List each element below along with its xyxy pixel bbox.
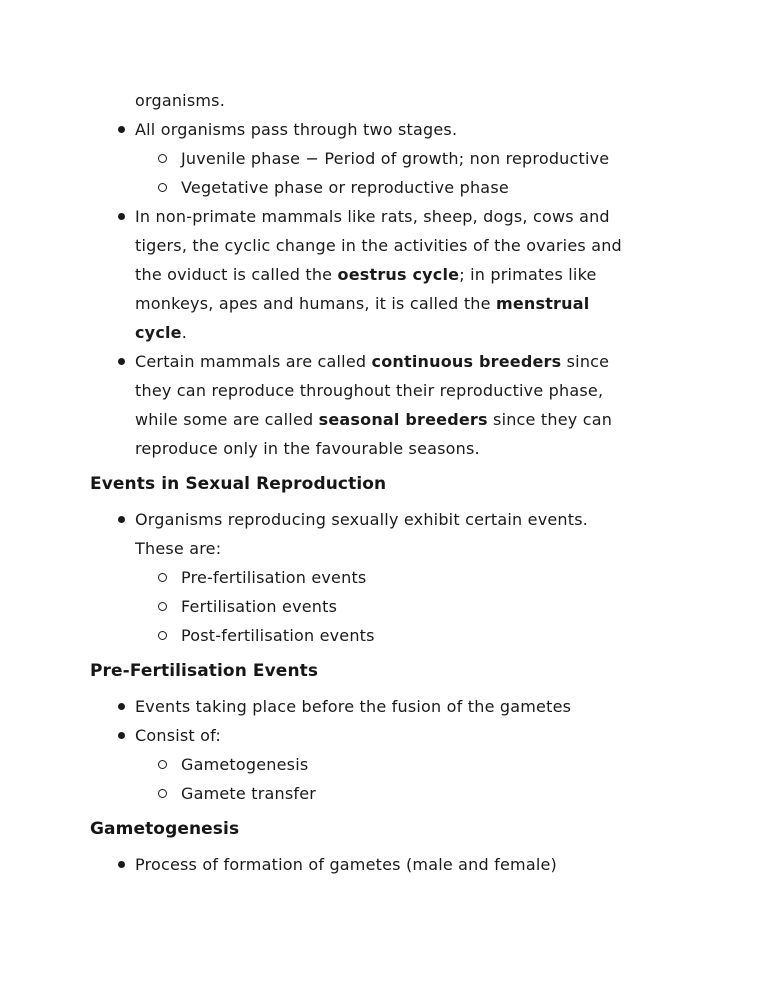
bullet-disc-icon xyxy=(118,732,125,739)
text-segment: they can reproduce throughout their reproductive phase, xyxy=(135,381,604,400)
text-segment: Process of formation of gametes (male and female) xyxy=(135,855,557,874)
list-item xyxy=(90,115,710,144)
text-line xyxy=(90,260,710,289)
bullet-disc-icon xyxy=(118,861,125,868)
text-line xyxy=(90,231,710,260)
list-item xyxy=(90,173,710,202)
text-segment: These are: xyxy=(135,539,222,558)
text-segment: since they can xyxy=(487,410,613,429)
list-item xyxy=(90,202,710,231)
text-line xyxy=(90,534,710,563)
text-line xyxy=(90,405,710,434)
bullet-circle-icon xyxy=(158,602,167,611)
text-segment: Events taking place before the fusion of the gametes xyxy=(135,697,572,716)
bullet-disc-icon xyxy=(118,213,125,220)
list-item xyxy=(90,592,710,621)
section-heading xyxy=(90,471,710,497)
text-segment: tigers, the cyclic change in the activities of the ovaries and xyxy=(135,236,622,255)
section-heading xyxy=(90,816,710,842)
bullet-disc-icon xyxy=(118,703,125,710)
text-segment: Pre-fertilisation events xyxy=(181,568,367,587)
text-segment: seasonal breeders xyxy=(318,410,488,429)
list-item xyxy=(90,347,710,376)
text-segment: All organisms pass through two stages. xyxy=(135,120,458,139)
text-segment: reproduce only in the favourable seasons. xyxy=(135,439,480,458)
bullet-circle-icon xyxy=(158,631,167,640)
text-segment: Vegetative phase or reproductive phase xyxy=(181,178,509,197)
text-line xyxy=(90,86,710,115)
text-segment: . xyxy=(181,323,188,342)
text-segment: cycle xyxy=(135,323,182,342)
list-item xyxy=(90,144,710,173)
text-segment: the oviduct is called the xyxy=(135,265,338,284)
text-segment: Pre-Fertilisation Events xyxy=(90,661,319,681)
list-item xyxy=(90,692,710,721)
list-item xyxy=(90,779,710,808)
text-segment: Gametogenesis xyxy=(181,755,309,774)
text-segment: oestrus cycle xyxy=(337,265,460,284)
text-segment: continuous breeders xyxy=(371,352,562,371)
text-segment: monkeys, apes and humans, it is called the xyxy=(135,294,496,313)
bullet-circle-icon xyxy=(158,789,167,798)
list-item xyxy=(90,721,710,750)
text-segment: menstrual xyxy=(495,294,590,313)
list-item xyxy=(90,750,710,779)
text-segment: Consist of: xyxy=(135,726,222,745)
list-item xyxy=(90,563,710,592)
bullet-disc-icon xyxy=(118,516,125,523)
list-item xyxy=(90,505,710,534)
text-segment: Juvenile phase − Period of growth; non reproductive xyxy=(181,149,610,168)
text-segment: Certain mammals are called xyxy=(135,352,372,371)
bullet-circle-icon xyxy=(158,573,167,582)
text-segment: Post-fertilisation events xyxy=(181,626,375,645)
text-segment: organisms. xyxy=(135,91,225,110)
text-line xyxy=(90,318,710,347)
bullet-circle-icon xyxy=(158,154,167,163)
text-line xyxy=(90,289,710,318)
text-segment: In non-primate mammals like rats, sheep, dogs, cows and xyxy=(135,207,610,226)
section-heading xyxy=(90,658,710,684)
text-segment: while some are called xyxy=(135,410,319,429)
text-segment: Gamete transfer xyxy=(181,784,317,803)
text-segment: Fertilisation events xyxy=(181,597,338,616)
bullet-disc-icon xyxy=(118,126,125,133)
bullet-disc-icon xyxy=(118,358,125,365)
bullet-circle-icon xyxy=(158,760,167,769)
text-segment: Gametogenesis xyxy=(90,819,240,839)
text-line xyxy=(90,376,710,405)
list-item xyxy=(90,621,710,650)
text-segment: ; in primates like xyxy=(459,265,597,284)
text-segment: Organisms reproducing sexually exhibit certain events. xyxy=(135,510,589,529)
text-segment: since xyxy=(561,352,610,371)
text-line xyxy=(90,434,710,463)
text-segment: Events in Sexual Reproduction xyxy=(90,474,387,494)
document-content xyxy=(90,86,710,879)
list-item xyxy=(90,850,710,879)
bullet-circle-icon xyxy=(158,183,167,192)
